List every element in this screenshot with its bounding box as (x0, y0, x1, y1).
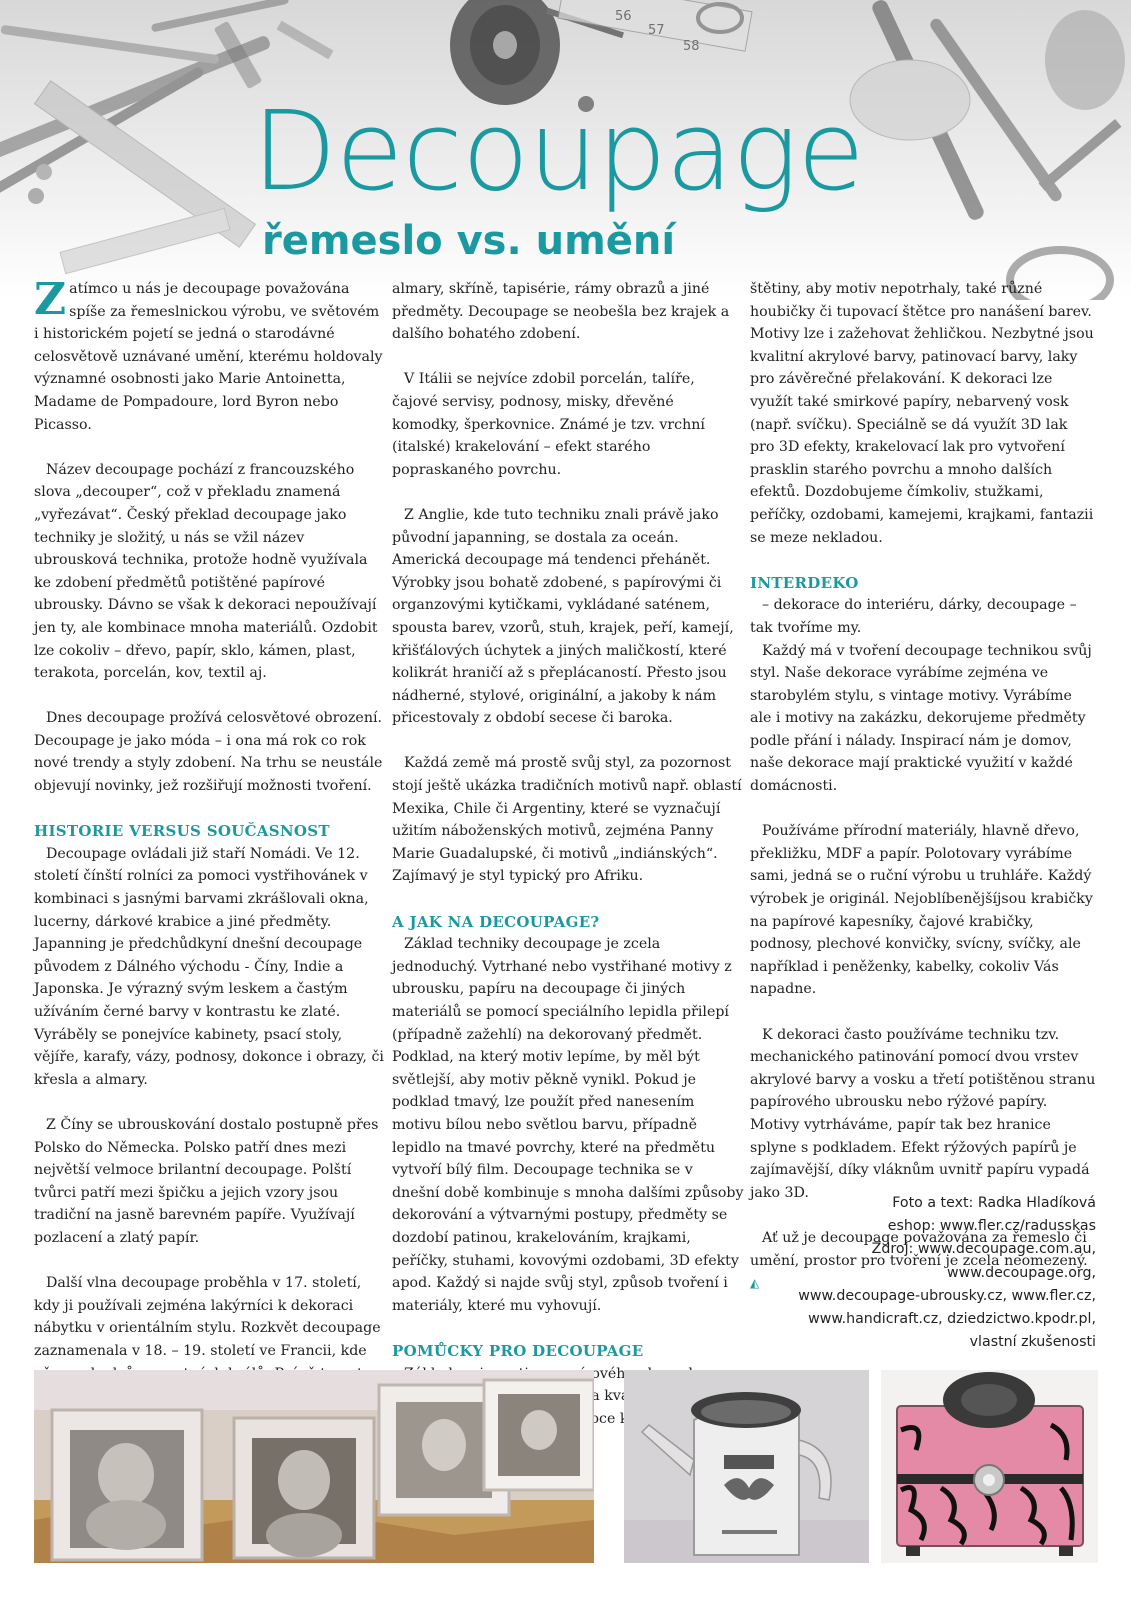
credit-line: www.decoupage-ubrousky.cz, www.fler.cz, (798, 1287, 1096, 1304)
paragraph: Další vlna decoupage proběhla v 17. století, kdy ji používali zejména lakýrníci k dekoraci nábytku v orientálním stylu. Rozkvět decoupage zaznamenala v 18. – 19. století ve Francii, kde (34, 1275, 381, 1359)
paragraph: a (591, 1388, 600, 1405)
photo-vintage-frames (34, 1370, 594, 1563)
article-column-3 (750, 278, 1096, 1317)
closing-text: Ať už je decoupage považována za řemeslo či umění, prostor pro tvoření je zcela neomezený. (750, 1229, 1088, 1269)
article-column-2 (392, 278, 744, 1475)
page-subtitle: řemeslo vs. umění (262, 218, 676, 264)
paragraph: V Itálii se nejvíce zdobil porcelán, talíře, čajové servisy, podnosy, misky, dřevěné komodky, šperkovnice. Známé je tzv. vrchní (italské) krakelování – efekt starého popraskaného povrchu. (392, 371, 705, 478)
credit-line: Zdroj: www.decoupage.com.au, (871, 1241, 1096, 1258)
ruler-number-58: 58 (683, 39, 700, 54)
paragraph: Každá země má prostě svůj styl, za pozornost stojí ještě ukázka tradičních motivů např. oblastí Mexika, Chile či Argentiny, které se vyznačují užitím náboženských motivů, zejména Panny Marie Guadalupské, či motivů „indiánských“. Zajímavý je styl typický pro Afriku. (392, 755, 742, 885)
paragraph: Z Anglie, kde tuto techniku znali právě jako původní japanning, se dostala za oceán. Americká decoupage má tendenci přehánět. Výrobky jsou bohatě zdobené, s papírovými či organzovými kytičkami, vykládané saténem, spousta barev, vzorů, stuh, krajek, peří, kamejí, křišťálových úchytek a jiných maličkostí, které kolikrát hraničí až s přeplácaností. Přesto jsou nádherné, stylové, originální, a jakoby k nám přicestovaly z období secese či baroka. (392, 506, 734, 727)
intro-text: atímco u nás je decoupage považována spíše za řemeslnickou výrobu, ve světovém i historickém pojetí se jedná o starodávné celosvětově uznávané umění, kterému holdovaly významné osobnosti jako Marie Antoinetta, Madame de Pompadoure, lord Byron nebo Picasso. (34, 281, 383, 433)
photo-zebra-box (881, 1370, 1098, 1563)
paragraph: Dnes decoupage prožívá celosvětové obrození. Decoupage je jako móda – i ona má rok co rok nové trendy a styly zdobení. Na trhu se neustále objevují novinky, jež rozšiřují možnosti tvoření. (34, 710, 383, 795)
credit-line: vlastní zkušenosti (969, 1334, 1096, 1351)
end-mark-icon: ◭ (750, 1276, 760, 1291)
photo-watering-can (624, 1370, 869, 1563)
dropcap-letter: Z (34, 274, 67, 325)
section-heading-interdeko: INTERDEKO (750, 573, 859, 592)
section-heading-jak-na-decoupage: A JAK NA DECOUPAGE? (392, 912, 600, 931)
paragraph: Základ techniky decoupage je zcela jednoduchý. Vytrhané nebo vystřihané motivy z ubrousku, papíru na decoupage či jiných materiálů se pomocí speciálního lepidla přilepí (případně zažehlí) na dekorovaný předmět. Podklad, na který motiv lepíme, by měl být světlejší, aby motiv pěkně vynikl. Pokud je podklad tmavý, lze použít před nanesením motivu bílou nebo světlou barvu, případně lepidlo na tmavé povrchy, které na předmětu vytvoří bílý film. Decoupage technika se v dnešní době kombinuje s mnoha dalšími způsoby dekorování a výtvarnými postupy, předměty se dozdobí patinou, krakelováním, krajkami, peříčky, stuhami, kovovými ozdobami, 3D efekty apod. Každý si najde svůj styl, způsob tvoření i materiály, které mu vyhovují. (392, 936, 744, 1314)
paragraph: Název decoupage pochází z francouzského slova „decouper“, což v překladu znamená „vyřezávat“. Český překlad decoupage jako techniky je složitý, u nás se vžil název ubrousková technika, protože hodně využívala ke zdobení předmětů potištěné papírové ubrousky. Dávno se však k dekoraci nepoužívají jen ty, ale kombinace mnoha materiálů. Ozdobit lze cokoliv – dřevo, papír, sklo, kámen, plast, terakota, porcelán, kov, textil aj. (34, 461, 378, 682)
paragraph: – dekorace do interiéru, dárky, decoupage – tak tvoříme my. (750, 597, 1077, 636)
paragraph: almary, skříně, tapisérie, rámy obrazů a jiné předměty. Decoupage se neobešla bez krajek a dalšího bohatého zdobení. (392, 281, 730, 343)
paragraph: Každý má v tvoření decoupage technikou svůj styl. Naše dekorace vyrábíme zejména ve starobylém stylu, s vintage motivy. Vyrábíme ale i motivy na zakázku, dekorujeme předměty podle přání i nálady. Inspirací nám je domov, naše dekorace mají praktické využití v každé domácnosti. (750, 642, 1092, 795)
section-heading-pomucky: POMŮCKY PRO DECOUPAGE (392, 1341, 644, 1360)
credits-block (760, 1192, 1096, 1354)
paragraph: štětiny, aby motiv nepotrhaly, také různé houbičky či tupovací štětce pro nanášení barev. Motivy lze i zažehovat žehličkou. Nezbytné jsou kvalitní akrylové barvy, patinovací barvy, laky pro závěrečné přelakování. K dekoraci lze využít také smirkové papíry, nebarvený vosk (např. svíčku). Speciálně se dá využít 3D lak pro 3D efekty, krakelovací lak pro vytvoření prasklin starého povrchu a mnoho dalších efektů. Dozdobujeme čímkoliv, stužkami, peříčky, ozdobami, kamejemi, krajkami, fantazii se meze nekladou. (750, 281, 1094, 546)
page-title: Decoupage (252, 87, 864, 215)
credit-line: eshop: www.fler.cz/radusskas (887, 1218, 1096, 1235)
credit-line: Foto a text: Radka Hladíková (892, 1195, 1096, 1211)
section-heading-historie: HISTORIE VERSUS SOUČASNOST (34, 822, 330, 841)
paragraph: Decoupage ovládali již staří Nomádi. Ve 12. století čínští rolníci za pomoci vystřihovánek v kombinaci s jasnými barvami zkrášlovali okna, lucerny, dárkové krabice a jiné předměty. Japanning je předchůdkyní dnešní decoupage původem z Dálného východu - Číny, Indie a Japonska. Je výrazný svým leskem a častým užíváním černé barvy v kontrastu ke zlaté. Vyráběly se ponejvíce kabinety, psací stoly, vějíře, karafy, vázy, podnosy, dokonce i obrazy, či křesla a almary. (34, 845, 384, 1088)
credit-line: www.decoupage.org, (947, 1264, 1096, 1281)
credit-line: www.handicraft.cz, dziedzictwo.kpodr.pl, (808, 1311, 1096, 1328)
article-column-1 (34, 274, 386, 1498)
intro-paragraph (34, 274, 386, 436)
paragraph: Používáme přírodní materiály, hlavně dřevo, překližku, MDF a papír. Polotovary vyrábíme sami, jedná se o ruční výrobu u truhláře. Každý výrobek je originál. Nejoblíbenějšíjsou krabičky na papírové kapesníky, čajové krabičky, podnosy, plechové konvičky, svícny, svíčky, ale například i peněženky, kabelky, cokoliv Vás napadne. (750, 823, 1093, 998)
paragraph: K dekoraci často používáme techniku tzv. mechanického patinování pomocí dvou vrstev akrylové barvy a vosku a třetí potištěnou stranu papírového ubrousku nebo rýžové papíry. Motivy vytrháváme, papír tak bez hranice splyne s podkladem. Efekt rýžových papírů je zajímavější, díky vláknům uvnitř papíru vypadá jako 3D. (750, 1026, 1096, 1201)
ruler-number-57: 57 (648, 23, 665, 38)
paragraph: Z Číny se ubrouskování dostalo postupně přes Polsko do Německa. Polsko patří dnes mezi největší velmoce brilantní decoupage. Polští tvůrci patří mezi špičku a jejich vzory jsou tradiční na jasně barevném papíře. Využívají pozlacení a zlatý papír. (34, 1116, 379, 1246)
ruler-number-56: 56 (615, 9, 632, 24)
